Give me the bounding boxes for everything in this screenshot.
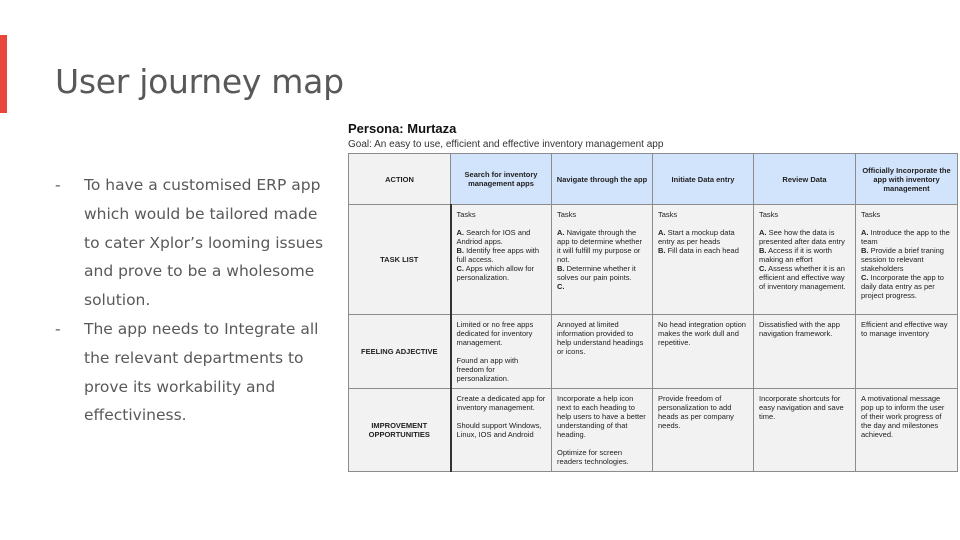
- cell-line-text: Tasks: [557, 210, 577, 219]
- table-cell: [451, 205, 552, 315]
- bullet-text: The app needs to Integrate all the relevant departments to prove its workability and effectiviness.: [84, 319, 319, 425]
- cell-line: [457, 264, 547, 282]
- cell-line: [759, 210, 850, 219]
- column-header-data-entry: Initiate Data entry: [653, 154, 754, 205]
- cell-spacer: [557, 219, 647, 228]
- bullet-text: To have a customised ERP app which would be tailored made to cater Xplor’s looming issues and prove to be a wholesome solution.: [84, 176, 324, 310]
- cell-line: [557, 394, 647, 439]
- row-label: TASK LIST: [349, 205, 451, 315]
- cell-line-text: Search for IOS and Andriod apps.: [456, 228, 531, 246]
- cell-spacer: [759, 219, 850, 228]
- cell-spacer: [457, 219, 547, 228]
- cell-line: [759, 228, 850, 246]
- accent-bar: [0, 35, 7, 113]
- table-cell: [451, 389, 552, 472]
- persona-goal: Goal: An easy to use, efficient and effective inventory management app: [348, 139, 664, 150]
- cell-line: [557, 210, 647, 219]
- cell-spacer: [861, 219, 952, 228]
- cell-line-text: Fill data in each head: [665, 246, 739, 255]
- column-header-navigate: Navigate through the app: [552, 154, 653, 205]
- table-cell: [653, 315, 754, 389]
- cell-line-text: Limited or no free apps dedicated for inventory management.: [456, 320, 534, 347]
- cell-line: [557, 320, 647, 356]
- cell-line-text: Tasks: [861, 210, 881, 219]
- bullet-item: [55, 315, 325, 430]
- cell-line: [557, 448, 647, 466]
- cell-line: [557, 282, 647, 291]
- cell-line: [457, 421, 547, 439]
- cell-line-text: Access if it is worth making an effort: [759, 246, 832, 264]
- journey-map-table: [348, 153, 958, 472]
- bullet-item: [55, 171, 325, 315]
- cell-line: [861, 228, 952, 246]
- column-header-search: Search for inventory management apps: [451, 154, 552, 205]
- table-cell: [856, 315, 958, 389]
- cell-line-text: Incorporate a help icon next to each heading to help users to have a better understanding of that heading.: [557, 394, 646, 439]
- cell-line-text: Tasks: [759, 210, 779, 219]
- cell-line-text: Tasks: [456, 210, 476, 219]
- cell-line-key: A.: [759, 228, 767, 237]
- table-cell: [552, 315, 653, 389]
- cell-line-key: C.: [759, 264, 767, 273]
- bullet-marker: -: [55, 176, 61, 194]
- cell-line: [658, 246, 748, 255]
- cell-line: [658, 320, 748, 347]
- table-cell: [856, 205, 958, 315]
- cell-line: [861, 246, 952, 273]
- cell-line: [457, 320, 547, 347]
- header-row: [349, 154, 958, 205]
- cell-spacer: [457, 347, 547, 356]
- column-header-incorporate: Officially Incorporate the app with inventory management: [856, 154, 958, 205]
- cell-line: [759, 264, 850, 291]
- cell-line-text: Optimize for screen readers technologies.: [557, 448, 629, 466]
- cell-line-text: Introduce the app to the team: [861, 228, 950, 246]
- cell-line: [861, 210, 952, 219]
- table-cell: [552, 205, 653, 315]
- cell-line-text: Determine whether it solves our pain points.: [557, 264, 636, 282]
- cell-line-text: A motivational message pop up to inform the user of their work progress of the day and milestones achieved.: [861, 394, 945, 439]
- cell-line-text: Provide a brief traning session to relevant stakeholders: [861, 246, 944, 273]
- cell-line: [861, 273, 952, 300]
- feeling-adjective-row: [349, 315, 958, 389]
- cell-line-text: Annoyed at limited information provided to help understand headings or icons.: [557, 320, 644, 356]
- row-label: FEELING ADJECTIVE: [349, 315, 451, 389]
- cell-line: [658, 210, 748, 219]
- cell-line-text: Create a dedicated app for inventory management.: [456, 394, 546, 412]
- row-label: IMPROVEMENT OPPORTUNITIES: [349, 389, 451, 472]
- cell-line-key: C.: [557, 282, 565, 291]
- cell-line: [861, 394, 952, 439]
- cell-line: [457, 356, 547, 383]
- cell-line-text: Assess whether it is an efficient and effective way of inventory management.: [759, 264, 846, 291]
- cell-line-text: Apps which allow for personalization.: [456, 264, 535, 282]
- cell-line-text: No head integration option makes the work dull and repetitive.: [658, 320, 746, 347]
- cell-spacer: [457, 412, 547, 421]
- cell-line-text: Identify free apps with full access.: [456, 246, 540, 264]
- table-cell: [653, 205, 754, 315]
- cell-line-text: Efficient and effective way to manage inventory: [861, 320, 948, 338]
- cell-line: [658, 228, 748, 246]
- cell-line-key: B.: [456, 246, 464, 255]
- table-cell: [451, 315, 552, 389]
- cell-line: [759, 246, 850, 264]
- cell-line-text: See how the data is presented after data entry: [759, 228, 845, 246]
- cell-line: [457, 394, 547, 412]
- cell-line-text: Provide freedom of personalization to add heads as per company needs.: [658, 394, 734, 430]
- cell-line-key: A.: [861, 228, 869, 237]
- bullet-marker: -: [55, 319, 61, 338]
- cell-line: [861, 320, 952, 338]
- persona-title: Persona: Murtaza: [348, 121, 457, 136]
- cell-line-key: A.: [557, 228, 565, 237]
- cell-line-text: Start a mockup data entry as per heads: [658, 228, 735, 246]
- cell-line: [457, 210, 547, 219]
- bullet-list: [55, 171, 325, 430]
- slide-title: User journey map: [55, 62, 344, 101]
- cell-spacer: [658, 219, 748, 228]
- table-cell: [552, 389, 653, 472]
- cell-line-key: C.: [861, 273, 869, 282]
- improvement-opportunities-row: [349, 389, 958, 472]
- cell-line-text: Found an app with freedom for personalization.: [456, 356, 519, 383]
- cell-line: [759, 320, 850, 338]
- cell-line: [557, 264, 647, 282]
- cell-line-text: Incorporate shortcuts for easy navigation and save time.: [759, 394, 844, 421]
- cell-line-text: Tasks: [658, 210, 678, 219]
- table-cell: [754, 315, 856, 389]
- cell-line: [658, 394, 748, 430]
- table-cell: [754, 389, 856, 472]
- cell-line-key: C.: [456, 264, 464, 273]
- cell-line-text: Navigate through the app to determine whether it will fulfill my purpose or not.: [557, 228, 643, 264]
- cell-line: [457, 246, 547, 264]
- column-header-action: ACTION: [349, 154, 451, 205]
- cell-line-key: A.: [456, 228, 464, 237]
- cell-spacer: [557, 439, 647, 448]
- cell-line-key: B.: [759, 246, 767, 255]
- cell-line-key: B.: [861, 246, 869, 255]
- column-header-review: Review Data: [754, 154, 856, 205]
- cell-line-text: Dissatisfied with the app navigation framework.: [759, 320, 840, 338]
- table-cell: [653, 389, 754, 472]
- cell-line-key: B.: [557, 264, 565, 273]
- cell-line-key: B.: [658, 246, 666, 255]
- cell-line-key: A.: [658, 228, 666, 237]
- table-cell: [856, 389, 958, 472]
- cell-line: [457, 228, 547, 246]
- table-cell: [754, 205, 856, 315]
- cell-line: [759, 394, 850, 421]
- cell-line-text: Should support Windows, Linux, IOS and Android: [456, 421, 542, 439]
- cell-line-text: Incorporate the app to daily data entry as per project progress.: [861, 273, 944, 300]
- cell-line: [557, 228, 647, 264]
- task-list-row: [349, 205, 958, 315]
